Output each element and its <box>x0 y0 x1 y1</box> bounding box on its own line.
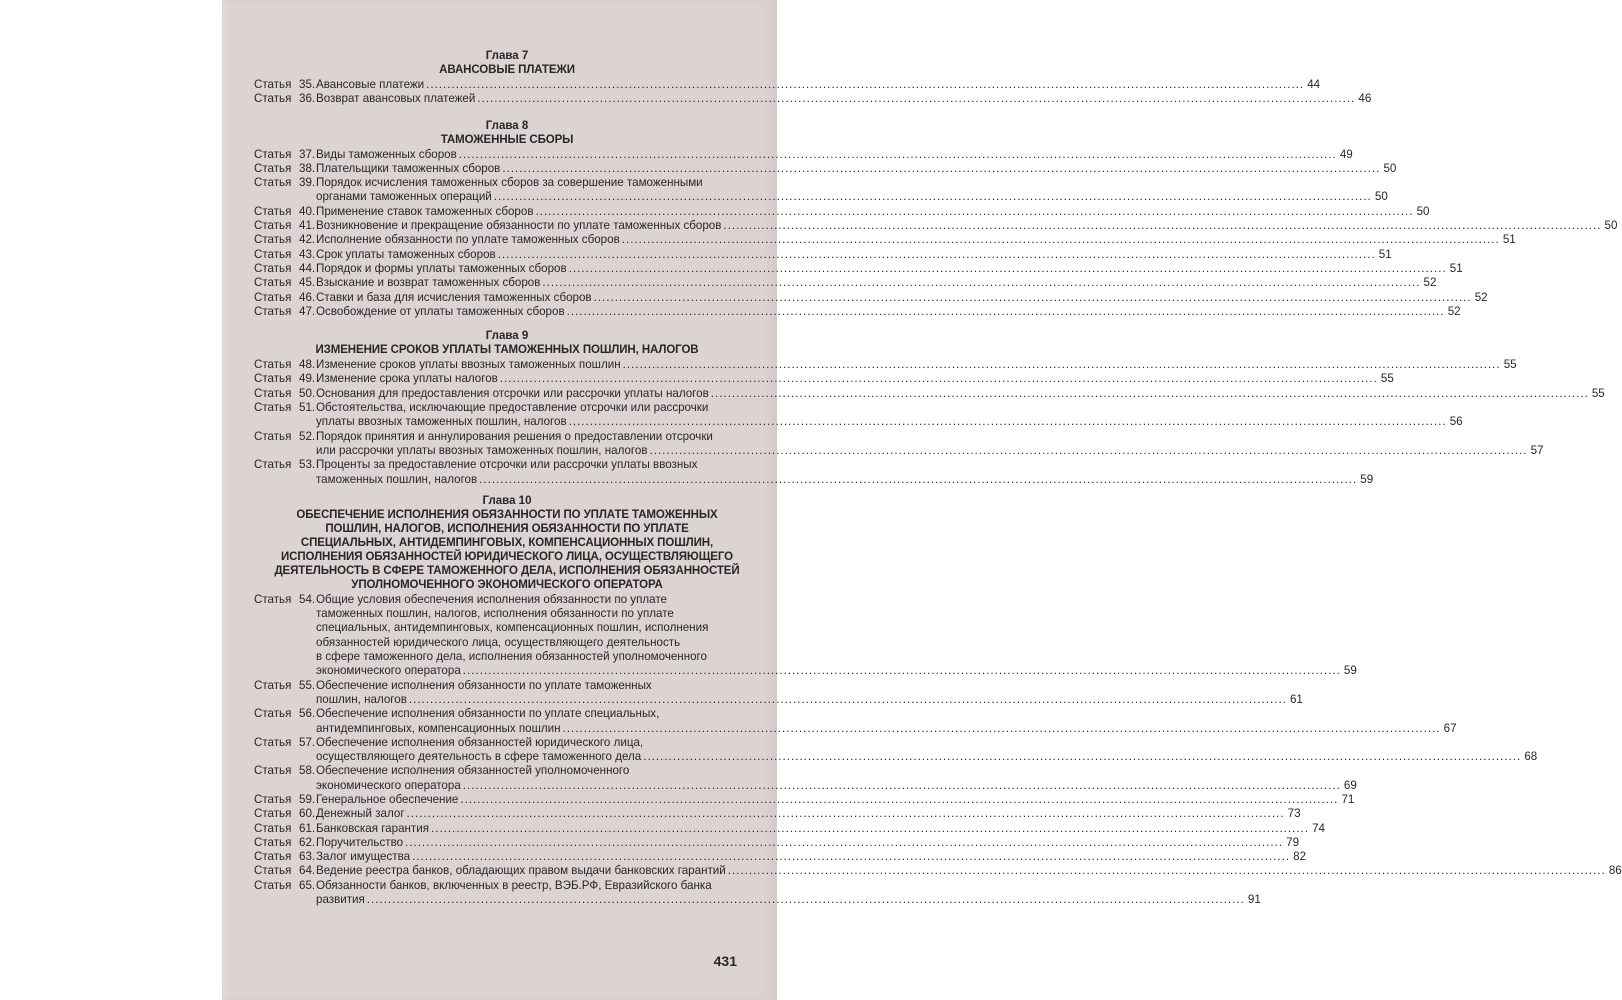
article-label: Статья <box>254 878 292 892</box>
page-ref: 86 <box>1608 864 1622 878</box>
page-ref: 55 <box>1591 386 1605 400</box>
toc-entry <box>254 233 1516 247</box>
article-title-line: Обеспечение исполнения обязанности по уплате таможенных <box>316 678 652 692</box>
chapter-number: Глава 10 <box>482 494 532 507</box>
article-number: 63. <box>299 850 316 864</box>
dot-leader <box>567 305 1445 319</box>
article-label: Статья <box>254 807 292 821</box>
toc-entry <box>254 592 1357 679</box>
article-title-line: таможенных пошлин, налогов <box>316 472 478 486</box>
article-label: Статья <box>254 78 292 91</box>
article-title-line: Плательщики таможенных сборов <box>316 161 501 175</box>
article-number: 57. <box>299 735 316 749</box>
article-label: Статья <box>254 764 292 778</box>
article-label: Статья <box>254 261 292 275</box>
article-number: 65. <box>299 878 316 892</box>
dot-leader <box>426 78 1304 92</box>
article-label: Статья <box>254 850 292 864</box>
article-label: Статья <box>254 219 292 233</box>
dot-leader <box>650 444 1528 458</box>
toc-entry <box>254 304 1461 319</box>
toc-entry <box>254 878 1261 908</box>
article-title-line: Ставки и база для исчисления таможенных сборов <box>316 290 592 304</box>
article-number: 36. <box>299 92 316 106</box>
article-number: 49. <box>299 372 316 386</box>
article-label: Статья <box>254 247 292 261</box>
dot-leader <box>477 92 1355 106</box>
article-title-line: органами таможенных операций <box>316 190 492 204</box>
toc-entry <box>254 372 1394 386</box>
article-number: 43. <box>299 247 316 261</box>
article-label: Статья <box>254 290 292 304</box>
article-title-line: обязанностей юридического лица, осуществляющего деятельность <box>316 635 681 649</box>
article-number: 41. <box>299 219 316 233</box>
article-number: 58. <box>299 764 316 778</box>
article-title-line: Виды таможенных сборов <box>316 147 457 161</box>
chapter-title: СПЕЦИАЛЬНЫХ, АНТИДЕМПИНГОВЫХ, КОМПЕНСАЦИОННЫХ ПОШЛИН, <box>300 536 714 549</box>
article-label: Статья <box>254 372 292 386</box>
article-number: 51. <box>299 401 316 415</box>
article-title-line: Порядок исчисления таможенных сборов за совершение таможенными <box>316 176 703 190</box>
page-ref: 79 <box>1286 835 1300 849</box>
page-ref: 68 <box>1524 750 1538 764</box>
dot-leader <box>723 219 1601 233</box>
dot-leader <box>569 262 1447 276</box>
chapter-heading <box>254 119 760 147</box>
article-title-line: в сфере таможенного дела, исполнения обязанностей уполномоченного <box>316 650 707 664</box>
toc-entry <box>254 807 1301 821</box>
article-label: Статья <box>254 204 292 218</box>
page-ref: 51 <box>1378 247 1392 261</box>
page-ref: 59 <box>1360 472 1374 486</box>
toc-entry <box>254 161 1397 176</box>
toc-entry <box>254 678 1303 708</box>
article-number: 53. <box>299 458 316 472</box>
article-number: 48. <box>299 358 316 372</box>
article-label: Статья <box>254 276 292 290</box>
page-ref: 55 <box>1503 358 1517 372</box>
toc-entry <box>254 735 1538 765</box>
article-list <box>254 592 1622 908</box>
page-ref: 50 <box>1374 190 1388 204</box>
article-label: Статья <box>254 386 292 400</box>
article-title-line: Порядок и формы уплаты таможенных сборов <box>316 261 567 275</box>
article-title-line: Возникновение и прекращение обязанности по уплате таможенных сборов <box>316 219 722 233</box>
dot-leader <box>479 473 1357 487</box>
article-title-line: Банковская гарантия <box>316 821 429 835</box>
article-number: 55. <box>299 678 316 692</box>
article-title-line: Обеспечение исполнения обязанностей уполномоченного <box>316 764 630 778</box>
article-title-line: Авансовые платежи <box>316 78 425 91</box>
page-ref: 57 <box>1530 443 1544 457</box>
page-ref: 51 <box>1502 233 1516 247</box>
page-ref: 46 <box>1358 92 1372 106</box>
page-ref: 52 <box>1474 290 1488 304</box>
article-title-line: специальных, антидемпинговых, компенсационных пошлин, исполнения <box>316 621 709 635</box>
article-title-line: Обеспечение исполнения обязанностей юридического лица, <box>316 735 644 749</box>
article-label: Статья <box>254 429 292 443</box>
article-title-line: Общие условия обеспечения исполнения обязанности по уплате <box>316 592 667 606</box>
dot-leader <box>623 358 1501 372</box>
chapter-title: АВАНСОВЫЕ ПЛАТЕЖИ <box>439 64 575 76</box>
article-title-line: Изменение срока уплаты налогов <box>316 372 498 386</box>
page-ref: 71 <box>1341 792 1355 806</box>
article-number: 46. <box>299 290 316 304</box>
article-title-line: Обеспечение исполнения обязанности по уплате специальных, <box>316 707 660 721</box>
toc-entry <box>254 821 1325 836</box>
article-title-line: Залог имущества <box>316 850 411 864</box>
article-number: 44. <box>299 261 316 275</box>
page-ref: 50 <box>1383 161 1397 175</box>
dot-leader <box>498 248 1376 262</box>
chapter-title: ИЗМЕНЕНИЕ СРОКОВ УПЛАТЫ ТАМОЖЕННЫХ ПОШЛИН, НАЛОГОВ <box>315 344 699 357</box>
page-ref: 50 <box>1604 219 1618 233</box>
page-ref: 44 <box>1307 78 1321 91</box>
page-ref: 74 <box>1312 821 1325 835</box>
article-title-line: Проценты за предоставление отсрочки или рассрочки уплаты ввозных <box>316 458 698 472</box>
article-label: Статья <box>254 707 292 721</box>
article-label: Статья <box>254 835 292 849</box>
article-title-line: антидемпинговых, компенсационных пошлин <box>316 721 561 735</box>
chapter-title: ИСПОЛНЕНИЯ ОБЯЗАННОСТЕЙ ЮРИДИЧЕСКОГО ЛИЦА, ОСУЩЕСТВЛЯЮЩЕГО <box>280 550 733 563</box>
article-title-line: Денежный залог <box>316 807 405 821</box>
article-label: Статья <box>254 678 292 692</box>
dot-leader <box>459 148 1337 162</box>
article-title-line: Срок уплаты таможенных сборов <box>316 247 496 261</box>
toc-entry <box>254 92 1372 106</box>
page-ref: 67 <box>1443 721 1457 735</box>
dot-leader <box>594 291 1472 305</box>
page-number: 431 <box>713 953 737 969</box>
dot-leader <box>569 415 1447 429</box>
chapter-heading <box>254 494 760 592</box>
dot-leader <box>405 836 1283 850</box>
chapter-heading <box>254 49 760 77</box>
dot-leader <box>643 750 1521 764</box>
dot-leader <box>407 807 1285 821</box>
table-of-contents <box>254 49 1622 907</box>
dot-leader <box>536 205 1414 219</box>
article-title-line: Изменение сроков уплаты ввозных таможенных пошлин <box>316 358 621 372</box>
article-list <box>254 358 1605 487</box>
toc-entry <box>254 176 1388 205</box>
toc-entry <box>254 219 1618 233</box>
article-number: 56. <box>299 707 316 721</box>
article-label: Статья <box>254 176 292 190</box>
dot-leader <box>460 793 1338 807</box>
article-label: Статья <box>254 735 292 749</box>
article-title-line: уплаты ввозных таможенных пошлин, налогов <box>316 415 567 429</box>
chapter-number: Глава 8 <box>485 119 529 132</box>
toc-entry <box>254 204 1430 219</box>
toc-entry <box>254 850 1307 864</box>
dot-leader <box>431 822 1309 836</box>
article-number: 47. <box>299 304 316 318</box>
article-label: Статья <box>254 821 292 835</box>
book-page <box>222 0 1622 1000</box>
article-title-line: пошлин, налогов <box>316 692 407 706</box>
chapter-title: ОБЕСПЕЧЕНИЕ ИСПОЛНЕНИЯ ОБЯЗАННОСТИ ПО УПЛАТЕ ТАМОЖЕННЫХ <box>296 508 718 521</box>
chapter-title: УПОЛНОМОЧЕННОГО ЭКОНОМИЧЕСКОГО ОПЕРАТОРА <box>351 578 663 591</box>
page-ref: 52 <box>1447 304 1461 318</box>
toc-entry <box>254 429 1544 459</box>
article-number: 35. <box>299 78 316 91</box>
toc-entry <box>254 358 1517 372</box>
article-title-line: экономического оператора <box>316 664 461 678</box>
article-title-line: Генеральное обеспечение <box>316 792 459 806</box>
article-label: Статья <box>254 401 292 415</box>
article-title-line: Ведение реестра банков, обладающих правом выдачи банковских гарантий <box>316 864 726 878</box>
article-label: Статья <box>254 233 292 247</box>
toc-entry <box>254 261 1463 276</box>
article-label: Статья <box>254 458 292 472</box>
article-title-line: экономического оператора <box>316 778 461 792</box>
toc-entry <box>254 458 1374 487</box>
article-number: 61. <box>299 821 316 835</box>
dot-leader <box>542 276 1420 290</box>
chapter-number: Глава 7 <box>485 50 529 62</box>
dot-leader <box>711 387 1589 401</box>
dot-leader <box>463 664 1341 678</box>
article-number: 38. <box>299 161 316 175</box>
page-ref: 82 <box>1293 850 1307 864</box>
article-number: 40. <box>299 204 316 218</box>
article-title-line: Основания для предоставления отсрочки или рассрочки уплаты налогов <box>316 386 709 400</box>
dot-leader <box>412 850 1290 864</box>
article-number: 37. <box>299 147 316 161</box>
article-title-line: Исполнение обязанности по уплате таможенных сборов <box>316 233 620 247</box>
chapter-title: ТАМОЖЕННЫЕ СБОРЫ <box>440 133 574 146</box>
article-label: Статья <box>254 304 292 318</box>
toc-entry <box>254 401 1463 430</box>
chapter-title: ДЕЯТЕЛЬНОСТЬ В СФЕРЕ ТАМОЖЕННОГО ДЕЛА, ИСПОЛНЕНИЯ ОБЯЗАННОСТЕЙ <box>274 564 740 577</box>
article-number: 60. <box>299 807 316 821</box>
article-label: Статья <box>254 358 292 372</box>
dot-leader <box>502 162 1380 176</box>
page-ref: 51 <box>1449 261 1463 275</box>
toc-entry <box>254 78 1321 92</box>
dot-leader <box>622 233 1500 247</box>
page-ref: 50 <box>1416 204 1430 218</box>
page-ref: 73 <box>1287 807 1301 821</box>
article-list <box>254 147 1618 320</box>
article-number: 39. <box>299 176 316 190</box>
article-number: 45. <box>299 276 316 290</box>
article-title-line: Взыскание и возврат таможенных сборов <box>316 276 541 290</box>
dot-leader <box>494 190 1372 204</box>
page-ref: 59 <box>1343 664 1357 678</box>
article-number: 52. <box>299 429 316 443</box>
page-ref: 91 <box>1247 893 1261 907</box>
dot-leader <box>728 864 1606 878</box>
article-title-line: или рассрочки уплаты ввозных таможенных пошлин, налогов <box>316 443 648 457</box>
article-title-line: Освобождение от уплаты таможенных сборов <box>316 304 565 318</box>
toc-entry <box>254 386 1605 401</box>
article-number: 64. <box>299 864 316 878</box>
article-title-line: Обстоятельства, исключающие предоставление отсрочки или рассрочки <box>316 401 709 415</box>
chapter-number: Глава 9 <box>485 330 529 343</box>
page-ref: 56 <box>1449 415 1463 429</box>
chapter-heading <box>254 329 760 357</box>
article-number: 59. <box>299 792 316 806</box>
article-title-line: развития <box>316 893 365 907</box>
toc-entry <box>254 792 1355 807</box>
toc-entry <box>254 864 1622 878</box>
dot-leader <box>409 693 1287 707</box>
article-title-line: Порядок принятия и аннулирования решения о предоставлении отсрочки <box>316 429 713 443</box>
dot-leader <box>500 372 1378 386</box>
page-ref: 69 <box>1343 778 1357 792</box>
article-title-line: Поручительство <box>316 835 404 849</box>
article-label: Статья <box>254 864 292 878</box>
article-title-line: таможенных пошлин, налогов, исполнения обязанности по уплате <box>316 607 674 621</box>
toc-entry <box>254 764 1357 793</box>
article-title-line: Применение ставок таможенных сборов <box>316 204 534 218</box>
article-number: 50. <box>299 386 316 400</box>
page-ref: 52 <box>1423 276 1437 290</box>
article-label: Статья <box>254 147 292 161</box>
toc-entry <box>254 147 1353 162</box>
toc-entry <box>254 835 1300 850</box>
page-ref: 55 <box>1380 372 1394 386</box>
toc-entry <box>254 276 1437 290</box>
article-number: 42. <box>299 233 316 247</box>
article-label: Статья <box>254 92 292 106</box>
article-list <box>254 78 1372 107</box>
dot-leader <box>563 722 1441 736</box>
article-label: Статья <box>254 792 292 806</box>
article-number: 62. <box>299 835 316 849</box>
dot-leader <box>367 893 1245 907</box>
article-label: Статья <box>254 161 292 175</box>
toc-entry <box>254 290 1488 305</box>
article-number: 54. <box>299 592 316 606</box>
article-title-line: осуществляющего деятельность в сфере таможенного дела <box>316 750 642 764</box>
article-label: Статья <box>254 592 292 606</box>
article-title-line: Обязанности банков, включенных в реестр, ВЭБ.РФ, Евразийского банка <box>316 878 712 892</box>
dot-leader <box>463 779 1341 793</box>
page-ref: 61 <box>1289 692 1303 706</box>
article-title-line: Возврат авансовых платежей <box>316 92 476 106</box>
page-ref: 49 <box>1339 147 1353 161</box>
toc-entry <box>254 247 1392 262</box>
chapter-title: ПОШЛИН, НАЛОГОВ, ИСПОЛНЕНИЯ ОБЯЗАННОСТИ ПО УПЛАТЕ <box>325 522 689 535</box>
toc-entry <box>254 707 1457 736</box>
